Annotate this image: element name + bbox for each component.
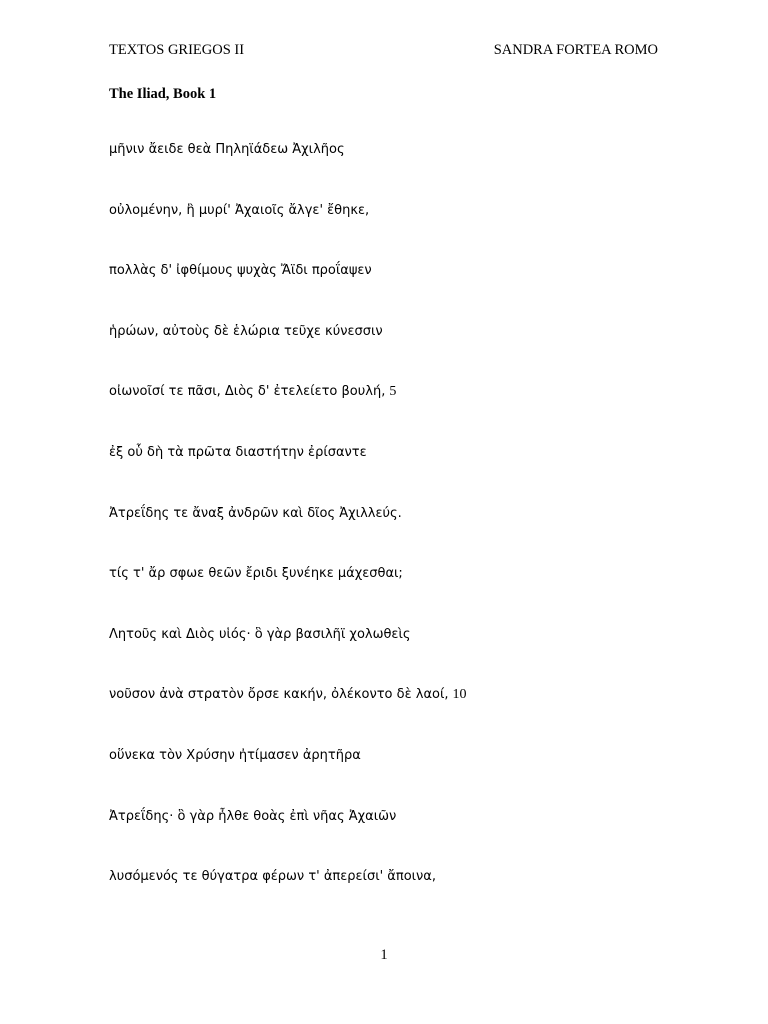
verse-text: τίς τ' ἄρ σφωε θεῶν ἔριδι ξυνέηκε μάχεσθαι; [109,566,403,582]
verse-text: νοῦσον ἀνὰ στρατὸν ὄρσε κακήν, ὀλέκοντο δὲ λαοί, [109,687,449,703]
verse-text: οὐλομένην, ἣ μυρί' Ἀχαιοῖς ἄλγε' ἔθηκε, [109,202,370,218]
verse-line [109,867,669,928]
verse-text: πολλὰς δ' ἰφθίμους ψυχὰς Ἄϊδι προΐαψεν [109,263,372,279]
document-title: The Iliad, Book 1 [109,86,217,102]
verse-line [109,564,669,625]
verse-number: 10 [452,687,467,703]
verse-text: Ἀτρεΐδης· ὃ γὰρ ἦλθε θοὰς ἐπὶ νῆας Ἀχαιῶν [109,808,397,824]
verse-line [109,504,669,565]
verse-text: Ἀτρεΐδης τε ἄναξ ἀνδρῶν καὶ δῖος Ἀχιλλεύς. [109,505,402,521]
verse-text: οἰωνοῖσί τε πᾶσι, Διὸς δ' ἐτελείετο βουλή, [109,384,386,400]
verse-line [109,261,669,322]
verse-line [109,322,669,383]
verse-line [109,443,669,504]
verse-number: 5 [389,384,397,400]
page-number: 1 [380,947,388,963]
verse-line [109,140,669,201]
verse-list [109,140,669,928]
header-author-name: SANDRA FORTEA ROMO [493,42,658,58]
verse-text: λυσόμενός τε θύγατρα φέρων τ' ἀπερείσι' ἄποινα, [109,869,437,885]
verse-line [109,746,669,807]
header-course-title: TEXTOS GRIEGOS II [109,42,245,58]
verse-text: ἡρώων, αὐτοὺς δὲ ἑλώρια τεῦχε κύνεσσιν [109,323,383,339]
verse-line [109,201,669,262]
verse-line [109,807,669,868]
verse-line [109,685,669,746]
verse-text: ἐξ οὗ δὴ τὰ πρῶτα διαστήτην ἐρίσαντε [109,444,367,460]
verse-text: μῆνιν ἄειδε θεὰ Πηληϊάδεω Ἀχιλῆος [109,142,345,157]
verse-text: οὕνεκα τὸν Χρύσην ἠτίμασεν ἀρητῆρα [109,747,361,763]
verse-text: Λητοῦς καὶ Διὸς υἱός· ὃ γὰρ βασιλῆϊ χολωθεὶς [109,626,411,642]
verse-line [109,382,669,443]
page-header [109,42,658,62]
verse-line [109,625,669,686]
